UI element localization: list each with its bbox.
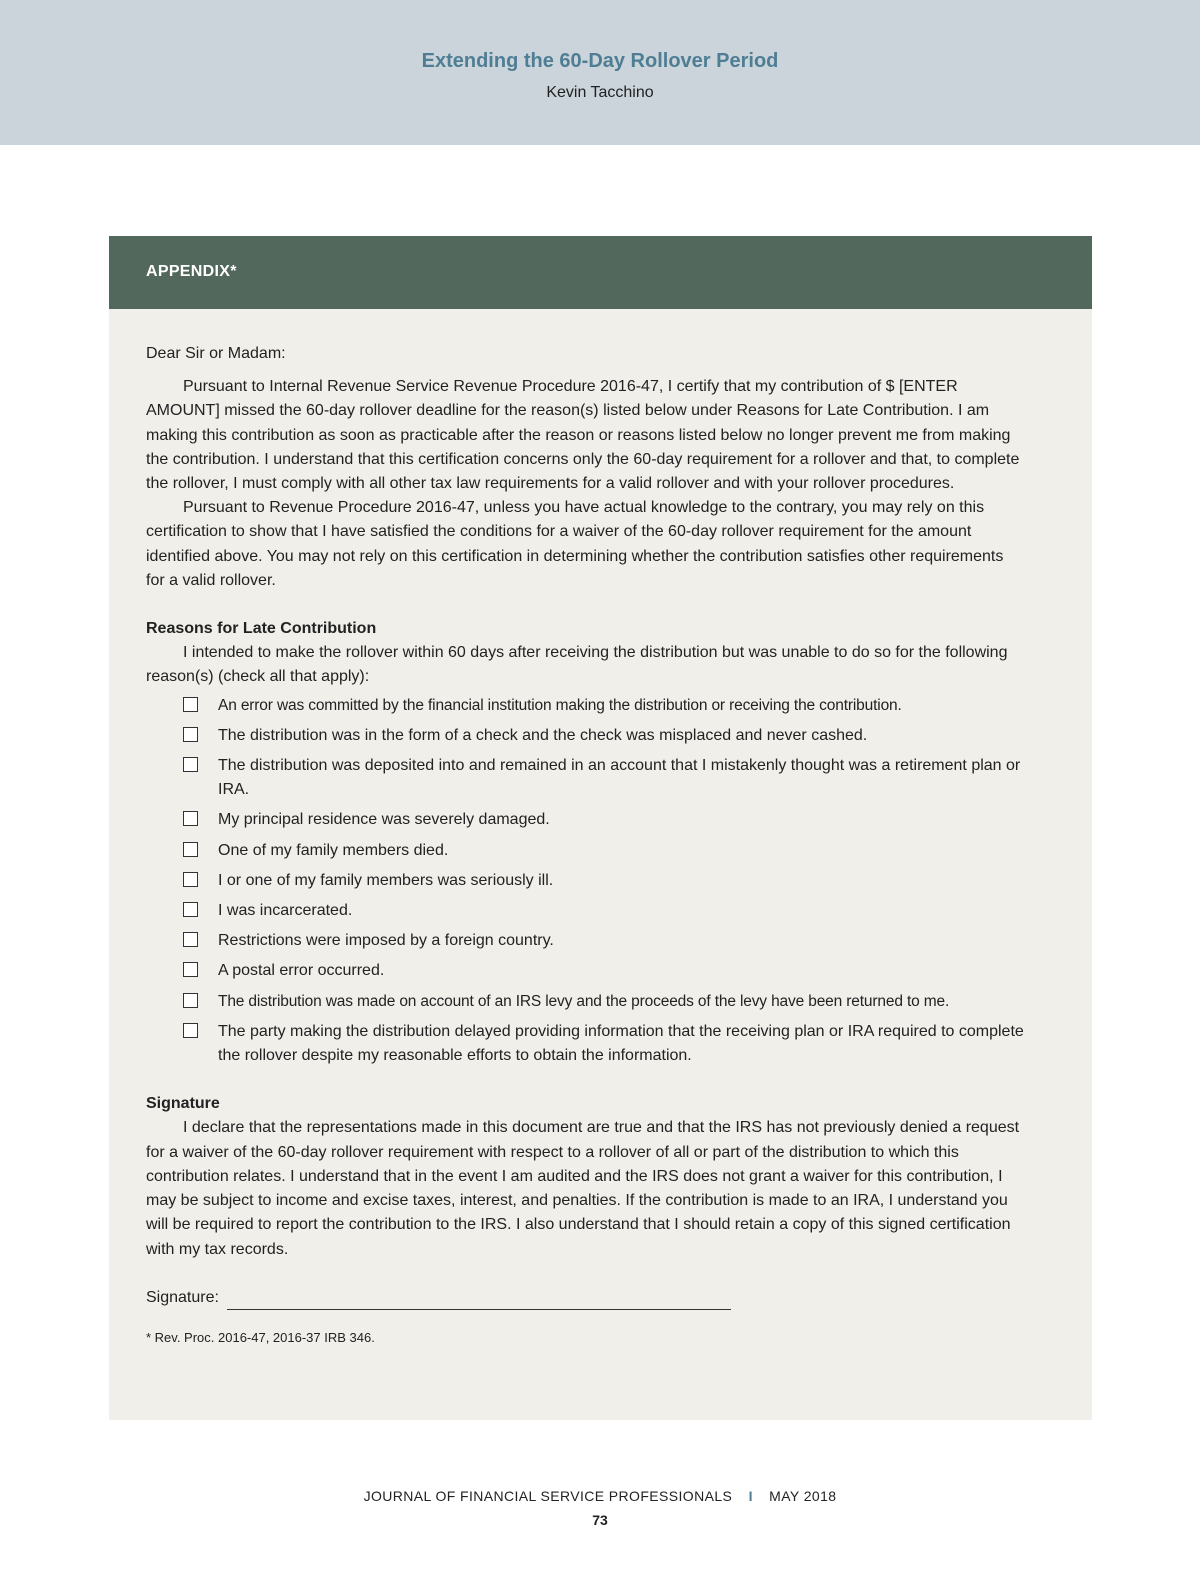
reason-item (146, 754, 1026, 802)
article-title: Extending the 60-Day Rollover Period (421, 50, 779, 72)
checkbox[interactable] (183, 842, 198, 857)
signature-line (146, 1286, 1026, 1310)
reliance-paragraph: Pursuant to Revenue Procedure 2016-47, unless you have actual knowledge to the contrary, you may rely on this certification to show that I have satisfied the conditions for a waiver of the 60-day rollover requirement for the amount identified above. You may not rely on this certification in determining whether the contribution satisfies other requirements for a valid rollover. (146, 499, 1004, 589)
checkbox[interactable] (183, 993, 198, 1008)
appendix-header (109, 236, 1092, 309)
reasons-checklist (146, 694, 1026, 1069)
page-number: 73 (592, 1512, 608, 1528)
issue-date: MAY 2018 (769, 1488, 837, 1504)
signature-field[interactable] (227, 1291, 731, 1310)
reasons-heading: Reasons for Late Contribution (146, 620, 377, 638)
reason-label: My principal residence was severely damaged. (218, 811, 550, 829)
checkbox[interactable] (183, 811, 198, 826)
checkbox[interactable] (183, 697, 198, 712)
declaration-paragraph: I declare that the representations made in this document are true and that the IRS has not previously denied a request for a waiver of the 60-day rollover requirement with respect to a rollover of all or part of the distribution to which this contribution relates. I understand that in the event I am audited and the IRS does not grant a waiver for this contribution, I may be subject to income and excise taxes, interest, and penalties. If the contribution is made to an IRA, I understand you will be required to report the contribution to the IRS. I also understand that I should retain a copy of this signed certification with my tax records. (146, 1119, 1020, 1258)
reason-label: The distribution was made on account of an IRS levy and the proceeds of the levy have been returned to me. (218, 992, 950, 1010)
reason-label: The distribution was in the form of a check and the check was misplaced and never cashed. (218, 726, 868, 744)
reason-label: Restrictions were imposed by a foreign country. (218, 932, 554, 950)
journal-name: JOURNAL OF FINANCIAL SERVICE PROFESSIONALS (363, 1488, 733, 1504)
reason-item (146, 724, 1026, 748)
reason-item (146, 869, 1026, 893)
reason-label: I was incarcerated. (218, 902, 353, 920)
reason-item (146, 929, 1026, 953)
reason-item (146, 899, 1026, 923)
appendix-content (146, 342, 1026, 1350)
signature-label: Signature: (146, 1288, 219, 1306)
checkbox[interactable] (183, 872, 198, 887)
appendix-box (109, 236, 1092, 1420)
footnote: * Rev. Proc. 2016-47, 2016-37 IRB 346. (146, 1329, 375, 1345)
reason-item (146, 990, 1026, 1014)
checkbox[interactable] (183, 902, 198, 917)
checkbox[interactable] (183, 962, 198, 977)
reason-item (146, 808, 1026, 832)
checkbox[interactable] (183, 1023, 198, 1038)
appendix-label: APPENDIX* (146, 263, 237, 280)
signature-heading: Signature (146, 1095, 220, 1113)
reason-item (146, 839, 1026, 863)
checkbox[interactable] (183, 727, 198, 742)
reason-label: The distribution was deposited into and remained in an account that I mistakenly thought was a retirement plan or IRA. (218, 757, 1021, 799)
reason-item (146, 959, 1026, 983)
checkbox[interactable] (183, 932, 198, 947)
reason-label: The party making the distribution delayed providing information that the receiving plan or IRA required to complete the rollover despite my reasonable efforts to obtain the information. (218, 1022, 1024, 1065)
footer (0, 1488, 1200, 1504)
reasons-intro: I intended to make the rollover within 60 days after receiving the distribution but was unable to do so for the following reason(s) (check all that apply): (146, 644, 1008, 686)
footer-separator: I (748, 1488, 753, 1504)
reason-label: One of my family members died. (218, 841, 449, 859)
certification-paragraph: Pursuant to Internal Revenue Service Revenue Procedure 2016-47, I certify that my contribution of $ [ENTER AMOUNT] missed the 60-day rollover deadline for the reason(s) listed below under Reasons for Late Contribution. I am making this contribution as soon as practicable after the reason or reasons listed below no longer prevent me from making the contribution. I understand that this certification concerns only the 60-day requirement for a rollover and that, to complete the rollover, I must comply with all other tax law requirements for a valid rollover and with your rollover procedures. (146, 378, 1020, 493)
reason-label: An error was committed by the financial institution making the distribution or receiving the contribution. (218, 696, 902, 714)
greeting: Dear Sir or Madam: (146, 345, 286, 362)
article-author: Kevin Tacchino (546, 84, 654, 101)
reason-label: A postal error occurred. (218, 962, 385, 980)
checkbox[interactable] (183, 757, 198, 772)
reason-label: I or one of my family members was seriously ill. (218, 871, 554, 889)
reason-item (146, 694, 1026, 718)
reason-item (146, 1020, 1026, 1068)
